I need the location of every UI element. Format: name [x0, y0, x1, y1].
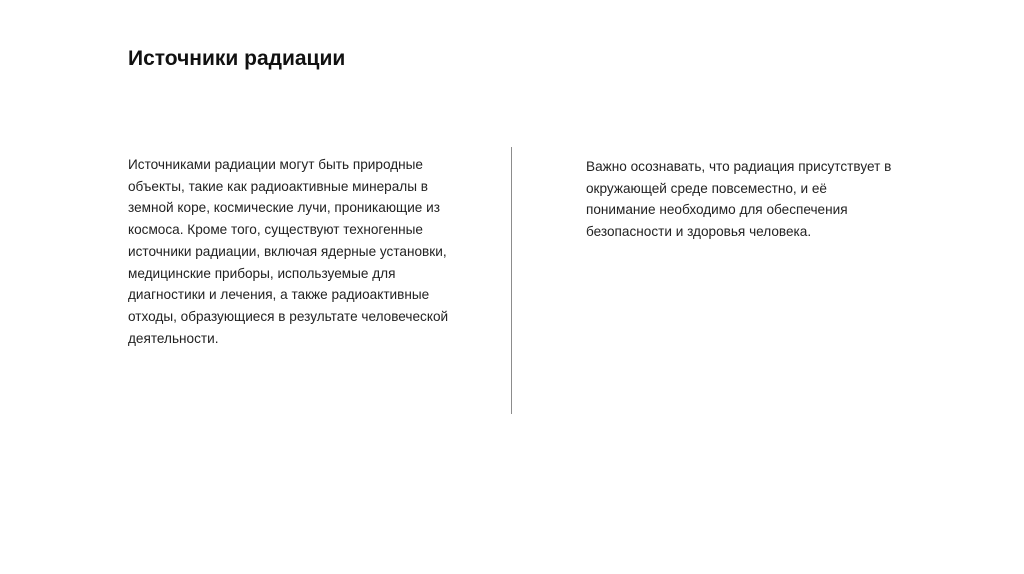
left-column-text: Источниками радиации могут быть природные объекты, такие как радиоактивные минералы в земной коре, космические лучи, проникающие из космоса. Кроме того, существуют техногенные источники радиации, включая ядерные установки, медицинские приборы, используемые для диагностики и лечения, а также радиоактивные отходы, образующиеся в результате человеческой деятельности.	[128, 157, 449, 346]
column-divider	[511, 147, 512, 414]
slide-title: Источники радиации	[128, 47, 346, 70]
right-column-text: Важно осознавать, что радиация присутствует в окружающей среде повсеместно, и её понимание необходимо для обеспечения безопасности и здоровья человека.	[586, 159, 892, 240]
